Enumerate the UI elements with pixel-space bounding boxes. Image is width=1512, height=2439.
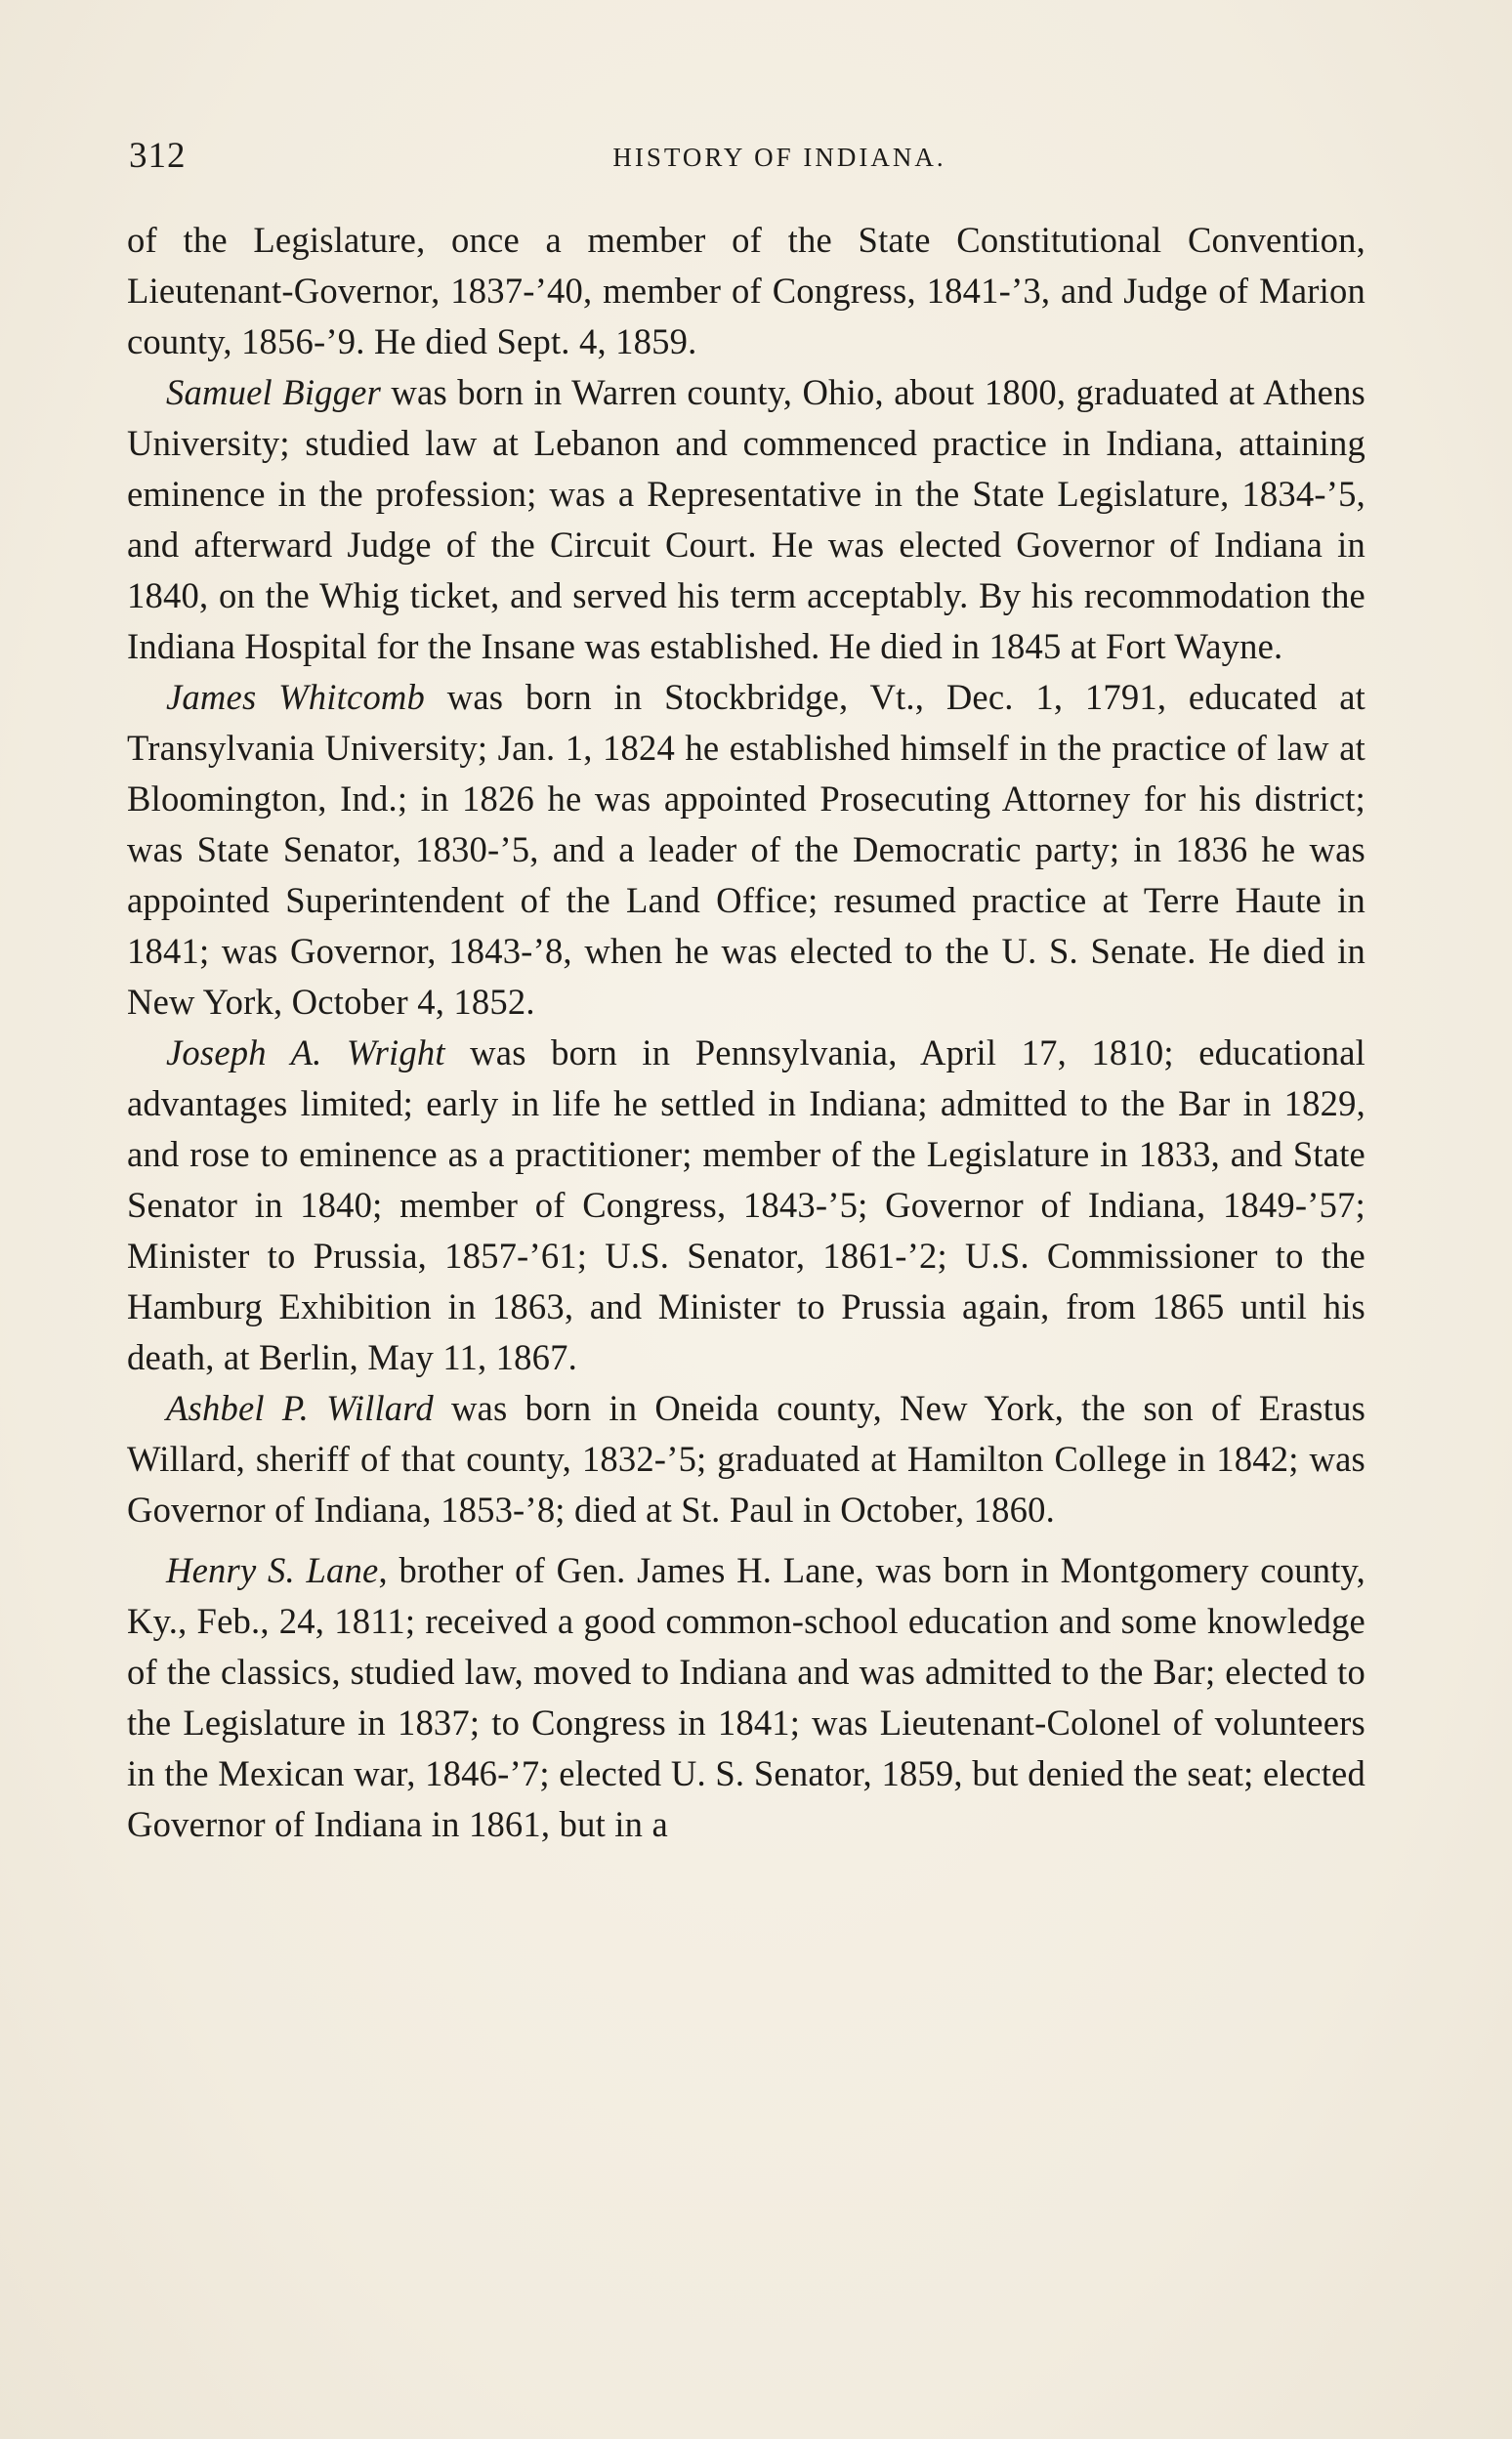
paragraph-text: was born in Warren county, Ohio, about 1800, graduated at Athens University; studied law at Lebanon and commenced practice in Indiana, attaining eminence in the profession; was a Representative in the State Legislature, 1834-’5, and afterward Judge of the Circuit Court. He was elected Governor of Indiana in 1840, on the Whig ticket, and served his term acceptably. By his recommodation the Indiana Hospital for the Insane was established. He died in 1845 at Fort Wayne. <box>127 372 1365 666</box>
paragraph-joseph-wright <box>127 1028 1365 1383</box>
paragraph-james-whitcomb <box>127 672 1365 1028</box>
person-name: Ashbel P. Willard <box>166 1388 434 1428</box>
paragraph-samuel-bigger <box>127 367 1365 672</box>
running-head <box>129 135 1362 184</box>
person-name: James Whitcomb <box>166 677 426 717</box>
person-name: Samuel Bigger <box>166 372 382 412</box>
running-title: HISTORY OF INDIANA. <box>612 143 946 172</box>
paragraph-continuation <box>127 215 1365 367</box>
paragraph-text: was born in Oneida county, New York, the son of Erastus Willard, sheriff of that county, 1832-’5; graduated at Hamilton College in 1842; was Governor of Indiana, 1853-’8; died at St. Paul in October, 1860. <box>127 1388 1365 1530</box>
paragraph-henry-lane <box>127 1545 1365 1850</box>
paragraph-text: of the Legislature, once a member of the State Constitutional Convention, Lieutenant-Governor, 1837-’40, member of Congress, 1841-’3, and Judge of Marion county, 1856-’9. He died Sept. 4, 1859. <box>127 220 1365 361</box>
paragraph-text: was born in Stockbridge, Vt., Dec. 1, 1791, educated at Transylvania University; Jan. 1, 1824 he established himself in the practice of law at Bloomington, Ind.; in 1826 he was appointed Prosecuting Attorney for his district; was State Senator, 1830-’5, and a leader of the Democratic party; in 1836 he was appointed Superintendent of the Land Office; resumed practice at Terre Haute in 1841; was Governor, 1843-’8, when he was elected to the U. S. Senate. He died in New York, October 4, 1852. <box>127 677 1366 1022</box>
page-number: 312 <box>129 136 187 176</box>
paragraph-text: , brother of Gen. James H. Lane, was born in Montgomery county, Ky., Feb., 24, 1811; received a good common-school education and some knowledge of the classics, studied law, moved to Indiana and was admitted to the Bar; elected to the Legislature in 1837; to Congress in 1841; was Lieutenant-Colonel of volunteers in the Mexican war, 1846-’7; elected U. S. Senator, 1859, but denied the seat; elected Governor of Indiana in 1861, but in a <box>127 1550 1366 1844</box>
person-name: Joseph A. Wright <box>166 1032 445 1072</box>
paragraph-text: was born in Pennsylvania, April 17, 1810; educational advantages limited; early in life he settled in Indiana; admitted to the Bar in 1829, and rose to eminence as a practitioner; member of the Legislature in 1833, and State Senator in 1840; member of Congress, 1843-’5; Governor of Indiana, 1849-’57; Minister to Prussia, 1857-’61; U.S. Senator, 1861-’2; U.S. Commissioner to the Hamburg Exhibition in 1863, and Minister to Prussia again, from 1865 until his death, at Berlin, May 11, 1867. <box>127 1032 1366 1377</box>
paragraph-ashbel-willard <box>127 1383 1365 1535</box>
body-text <box>127 215 1365 1850</box>
person-name: Henry S. Lane <box>166 1550 379 1590</box>
